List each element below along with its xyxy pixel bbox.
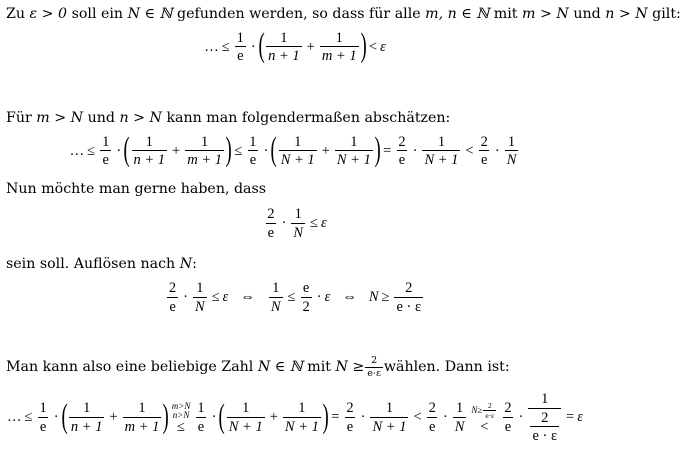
math-part [471, 402, 497, 420]
math-part [7, 392, 583, 444]
math-token: n + 1 [268, 48, 300, 64]
fraction [422, 135, 460, 168]
math-part [165, 281, 425, 314]
math-token: 1 [196, 280, 204, 296]
math-token: 1 [39, 400, 47, 417]
fraction [195, 401, 206, 434]
math-token: ( [258, 27, 265, 64]
math-token: = [566, 409, 575, 426]
math-token: ε [380, 38, 386, 55]
math-token: N [454, 418, 465, 435]
math-token: + [172, 142, 181, 159]
fraction [247, 135, 258, 168]
math-token: gilt: [652, 6, 681, 22]
math-token: 1 [507, 133, 516, 150]
math-token: ( [270, 131, 278, 168]
math-token: ≤ [234, 142, 243, 159]
math-token: N [293, 224, 304, 241]
math-token: 1 [236, 29, 244, 46]
fraction [193, 281, 207, 314]
math-token: N + 1 [336, 152, 371, 168]
math-token: m, n ∈ ℕ [425, 6, 490, 22]
math-token: ≤ [24, 409, 33, 426]
choice-sentence [6, 356, 510, 378]
math-token: 1 [437, 133, 446, 150]
math-token: 2 [371, 355, 378, 366]
fraction [335, 135, 373, 168]
annotated-lt [471, 402, 497, 435]
fraction [269, 281, 283, 314]
math-part [69, 131, 521, 168]
math-token: 2 [267, 206, 275, 222]
math-token: N + 1 [228, 418, 263, 435]
math-token: wählen. Dann ist: [383, 359, 510, 375]
math-token: 1 [102, 133, 110, 150]
math-token: e [197, 418, 205, 435]
math-token: ) [225, 131, 232, 168]
annotated-le [172, 402, 191, 435]
math-token: · [116, 142, 122, 159]
fraction [235, 31, 246, 64]
math-token: 1 [249, 133, 257, 150]
math-token: 1 [242, 400, 250, 417]
math-token: ) [162, 397, 170, 435]
fraction [185, 135, 224, 168]
math-token: … [69, 142, 85, 159]
fraction [505, 135, 519, 168]
fraction [266, 31, 302, 64]
fraction [301, 281, 312, 314]
math-token: m + 1 [124, 418, 160, 435]
fraction [279, 135, 317, 168]
formula-estimate [0, 131, 590, 168]
math-token: ε > 0 [29, 6, 68, 22]
math-token: e [429, 418, 436, 435]
math-token: N + 1 [424, 152, 459, 168]
fraction [123, 401, 162, 434]
math-token: 1 [200, 133, 209, 150]
math-token: 1 [335, 29, 343, 46]
math-token: 2 [428, 400, 436, 417]
math-part [6, 356, 510, 378]
math-token: N + 1 [284, 418, 319, 435]
math-token: e [481, 152, 488, 168]
math-token: ≥ [381, 289, 390, 305]
math-token: · [360, 409, 366, 426]
math-token: = [383, 142, 392, 159]
math-token: und [573, 6, 601, 22]
fraction [483, 402, 496, 420]
fraction [291, 207, 305, 240]
math-token: Nun möchte man gerne haben, dass [6, 181, 267, 197]
math-token: Man kann also eine beliebige Zahl [6, 359, 254, 375]
math-token: ) [360, 27, 367, 64]
math-token: 1 [350, 133, 358, 150]
math-token: ⇔ [342, 289, 357, 305]
intro-sentence [6, 6, 681, 22]
math-token: e [39, 418, 47, 435]
math-token: N [179, 256, 193, 272]
math-token: n > N [119, 110, 162, 126]
fraction [227, 401, 265, 434]
math-token: 1 [298, 400, 306, 417]
fraction [344, 401, 355, 434]
math-token: · [442, 409, 448, 426]
math-token: n + 1 [70, 418, 103, 435]
fraction [396, 135, 407, 168]
math-token: · [412, 142, 418, 159]
math-token: n > N [605, 6, 648, 22]
math-token: Für [6, 110, 32, 126]
math-token: N + 1 [280, 152, 315, 168]
math-token: 2 [504, 400, 512, 417]
math-token: · [281, 215, 287, 231]
math-token: + [269, 409, 278, 426]
fraction [100, 135, 111, 168]
math-token: N≥ [471, 405, 483, 415]
math-token: 2 [398, 133, 406, 150]
math-token: … [204, 38, 219, 55]
math-token: + [306, 38, 315, 55]
math-token: 2 [168, 280, 177, 296]
fraction [453, 401, 467, 434]
math-token: 1 [83, 400, 91, 417]
math-token: < [413, 409, 422, 426]
math-token: < [465, 142, 474, 159]
math-token: · [250, 38, 256, 55]
math-token: < [480, 418, 489, 435]
math-token: ( [61, 397, 68, 435]
fraction [394, 281, 423, 314]
math-token: N [506, 152, 517, 168]
math-token: ) [374, 131, 381, 168]
math-token: m + 1 [187, 152, 222, 168]
fraction [167, 281, 178, 314]
math-token: 2 [480, 133, 488, 150]
math-token: 1 [138, 400, 146, 417]
fraction [530, 411, 559, 444]
math-token: 1 [455, 400, 464, 417]
math-token: 1 [197, 400, 205, 417]
fraction [320, 31, 359, 64]
math-token: N [270, 298, 281, 315]
math-token: e·ε [367, 367, 381, 379]
math-token: ε [321, 215, 327, 231]
math-token: e [267, 224, 275, 241]
math-token: ( [218, 397, 226, 435]
math-token: e [169, 298, 176, 315]
fraction [132, 135, 168, 168]
math-token: m>N [171, 400, 191, 411]
math-token: + [109, 409, 118, 426]
math-token: e · ε [532, 428, 558, 444]
math-token: 1 [280, 29, 288, 46]
fraction [479, 135, 490, 168]
math-token: sein soll. Auflösen nach [6, 256, 176, 272]
math-token: mit [307, 359, 331, 375]
math-token: · [494, 142, 500, 159]
math-token: 1 [272, 280, 280, 296]
math-token: ≤ [87, 142, 96, 159]
fraction [502, 401, 513, 434]
fraction [370, 401, 408, 434]
math-token: Zu [6, 6, 25, 22]
math-token: ≤ [287, 289, 296, 305]
fraction [283, 401, 321, 434]
math-part [204, 27, 386, 64]
math-token: e [237, 48, 244, 64]
math-token: m > N [36, 110, 84, 126]
math-token: n>N [172, 409, 190, 420]
math-token: 1 [145, 133, 153, 150]
fraction [265, 207, 276, 240]
math-token: · [53, 409, 59, 426]
math-token: ) [322, 397, 329, 435]
math-token: ⇔ [240, 289, 255, 305]
math-token: e [398, 152, 406, 168]
math-token: + [321, 142, 330, 159]
math-token: e·ε [485, 411, 495, 420]
fraction [365, 356, 383, 378]
math-token: und [87, 110, 115, 126]
math-token: 2 [405, 280, 413, 296]
wish-sentence [6, 181, 266, 197]
math-token: 2 [302, 298, 310, 315]
math-token: e [102, 152, 109, 168]
math-part [528, 408, 561, 444]
math-token: e [346, 418, 354, 435]
math-token: m + 1 [321, 48, 357, 64]
formula-solve [0, 280, 590, 314]
math-part [263, 207, 326, 240]
math-token: mit [493, 6, 518, 22]
formula-final [0, 392, 590, 444]
math-token: 2 [541, 409, 549, 426]
solve-sentence [6, 256, 197, 272]
math-token: e [249, 152, 257, 168]
estimate-sentence [6, 110, 450, 126]
fraction [69, 401, 105, 434]
math-token: 1 [294, 206, 302, 222]
math-token: ≤ [211, 289, 220, 305]
math-token: kann man folgendermaßen abschätzen: [166, 110, 451, 126]
math-token: ≤ [310, 215, 318, 231]
math-token: 1 [385, 400, 394, 417]
math-token: ε [222, 289, 229, 305]
math-token: · [316, 289, 322, 305]
math-token: N ≥ [335, 359, 365, 375]
math-token: · [183, 289, 189, 305]
math-token: 1 [541, 391, 549, 407]
math-token: e [302, 280, 310, 296]
math-token: ε [577, 409, 583, 426]
math-token: ≤ [177, 418, 186, 435]
math-token: · [263, 142, 269, 159]
math-token: N ∈ ℕ [257, 359, 303, 375]
math-token: · [518, 409, 524, 426]
math-token: e · ε [396, 298, 422, 315]
math-token: n + 1 [133, 152, 166, 168]
math-token: 1 [294, 133, 302, 150]
math-token: N [368, 289, 379, 305]
math-token: < [368, 38, 378, 55]
math-token: e [504, 418, 512, 435]
fraction [427, 401, 438, 434]
math-token: N + 1 [372, 418, 407, 435]
fraction [38, 401, 49, 434]
formula-target [0, 206, 590, 240]
math-token: : [192, 256, 197, 272]
math-token: 2 [346, 400, 354, 417]
math-token: m > N [522, 6, 569, 22]
math-token: N ∈ ℕ [127, 6, 173, 22]
math-token: ε [324, 289, 331, 305]
math-token: · [211, 409, 217, 426]
compound-fraction [528, 392, 561, 444]
math-token: ≤ [221, 38, 230, 55]
math-token: … [7, 409, 22, 426]
math-token: 2 [487, 400, 492, 410]
math-token: soll ein [71, 6, 124, 22]
math-token: gefunden werden, so dass für alle [177, 6, 421, 22]
math-token: = [331, 409, 340, 426]
math-token: ( [123, 131, 130, 168]
formula-condition [0, 27, 590, 64]
math-token: N [195, 298, 205, 315]
